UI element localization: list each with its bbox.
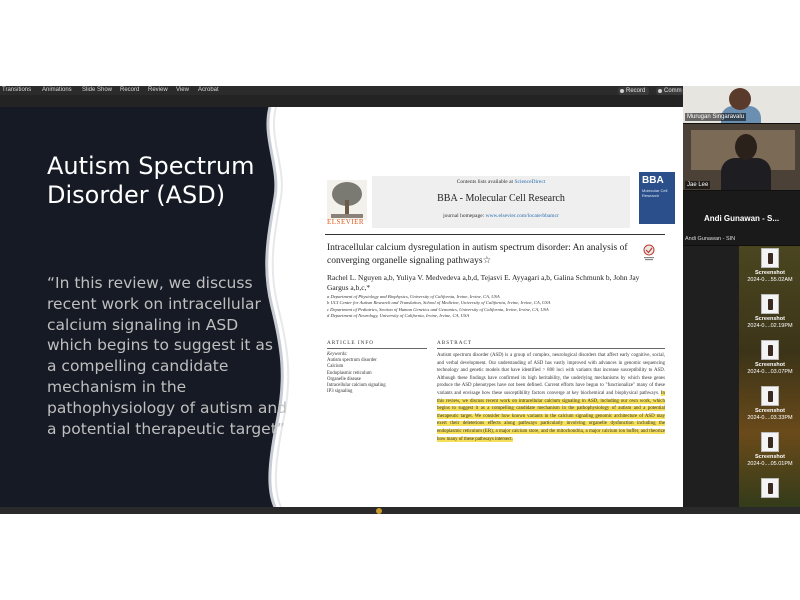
- abstract-plain: Autism spectrum disorder (ASD) is a group of complex, neurological disorders that affect early cognitive, social, and verbal development. Our understanding of ASD has vastly improved with advances in genomic sequencing technology and genetic models that have identified > 800 loci with variants that increase susceptibility to ASD. Although these findings have confirmed its high heritability, the underlying mechanisms by which these genes produce the ASD phenotypes have not been defined. Current efforts have begun to "functionalize" many of these variants and envisage how these susceptibility factors converge at key biochemical and biophysical pathways.: [437, 353, 665, 396]
- journal-cover: [639, 172, 675, 224]
- participant-figure: [721, 158, 771, 190]
- article-title-mark: ☆: [482, 255, 492, 266]
- bottle-icon: [768, 299, 773, 310]
- bottle-icon: [768, 253, 773, 264]
- keyword-item: Endoplasmic reticulum: [327, 370, 372, 376]
- slide-quote: “In this review, we discuss recent work on intracellular calcium signaling in ASD which begins to suggest it as a compelling candidate mechanism in the pathophysiology of autism and a potential therapeutic target”: [47, 274, 287, 438]
- tab-record[interactable]: Record: [120, 87, 140, 93]
- participant-head: [735, 134, 757, 160]
- journal-info-box: [372, 176, 630, 228]
- article-title: [327, 242, 633, 267]
- check-for-updates-icon[interactable]: [642, 244, 656, 262]
- status-bar: [0, 507, 800, 514]
- file-name: Screenshot: [755, 408, 785, 414]
- elsevier-wordmark: ELSEVIER: [327, 218, 365, 226]
- keyword-item: IP3 signaling: [327, 389, 353, 395]
- bottle-icon: [768, 437, 773, 448]
- desktop-file-screenshot[interactable]: [743, 340, 797, 386]
- tab-acrobat[interactable]: Acrobat: [198, 87, 219, 93]
- participant-video-jae[interactable]: [683, 124, 800, 190]
- keyword-item: Autism spectrum disorder: [327, 358, 377, 364]
- tab-slide-show[interactable]: Slide Show: [82, 87, 113, 93]
- tab-animations[interactable]: Animations: [42, 87, 72, 93]
- file-date: 2024-0....05.01PM: [747, 461, 793, 467]
- file-thumbnail-icon: [761, 248, 779, 268]
- file-thumbnail-icon: [761, 340, 779, 360]
- article-title-text: Intracellular calcium dysregulation in autism spectrum disorder: An analysis of converging organelle signaling pathways: [327, 243, 628, 266]
- affiliation-item: a Department of Physiology and Biophysics, University of California, Irvine, Irvine, CA, USA: [327, 294, 500, 299]
- file-date: 2024-0....03.33PM: [747, 415, 793, 421]
- record-button[interactable]: [618, 87, 649, 95]
- desktop-file-screenshot[interactable]: [743, 294, 797, 340]
- affiliation-item: b UCI Center for Autism Research and Translation, School of Medicine, University of California, Irvine, Irvine, CA, USA: [327, 300, 551, 306]
- tab-view[interactable]: View: [176, 87, 189, 93]
- screen-share-frame: [0, 86, 800, 514]
- participant-video-murugan[interactable]: [683, 86, 800, 123]
- comment-icon: [658, 89, 662, 93]
- file-date: 2024-0....55.02AM: [747, 277, 793, 283]
- record-button-label: Record: [626, 88, 646, 94]
- presentation-slide: [0, 107, 683, 507]
- contents-line: [372, 179, 630, 185]
- paper-excerpt: [325, 172, 668, 492]
- bottle-icon: [768, 391, 773, 402]
- file-date: 2024-0....02.19PM: [747, 323, 793, 329]
- article-info-heading: ARTICLE INFO: [327, 340, 427, 349]
- author-list: Rachel L. Nguyen a,b, Yuliya V. Medvedeva a,b,d, Tejasvi E. Ayyagari a,b, Galina Schmunk b, John Jay Gargus a,b,c,*: [327, 273, 640, 292]
- participant-video-andi[interactable]: [683, 191, 800, 245]
- powerpoint-ribbon: [0, 86, 800, 95]
- desktop-file-screenshot[interactable]: [743, 432, 797, 478]
- affiliation-list: [327, 294, 647, 320]
- file-name: Screenshot: [755, 454, 785, 460]
- contents-prefix: Contents lists available at: [456, 179, 515, 185]
- tab-review[interactable]: Review: [148, 87, 168, 93]
- tab-transitions[interactable]: Transitions: [2, 87, 32, 93]
- file-name: Screenshot: [755, 362, 785, 368]
- sciencedirect-link[interactable]: ScienceDirect: [514, 179, 546, 185]
- participant-head: [729, 88, 751, 110]
- journal-cover-subtitle: Molecular Cell Research: [642, 188, 668, 198]
- file-name: Screenshot: [755, 270, 785, 276]
- keyword-item: Intracellular calcium signaling: [327, 383, 386, 389]
- abstract-highlighted: In this review, we discuss recent work on intracellular calcium signaling in ASD, including our own work, which begins to suggest it as a compelling candidate mechanism in the pathophysiology of autism and a potential therapeutic target. We consider how known variants in the calcium signaling genomic architecture of ASD may exert their deleterious effects along pathways particularly involving organelle dysfunction including the endoplasmic reticulum (ER), a major calcium store, and the mitochondria, a major calcium ion buffer, and theorize how many of these pathways intersect.: [437, 390, 665, 442]
- participant-panel: [683, 86, 800, 246]
- journal-cover-title: BBA: [642, 175, 664, 186]
- journal-name: BBA - Molecular Cell Research: [437, 193, 565, 204]
- slide-title: Autism Spectrum Disorder (ASD): [47, 152, 255, 209]
- comments-button[interactable]: [656, 87, 683, 95]
- keywords-label: Keywords:: [327, 352, 348, 357]
- affiliation-item: d Department of Neurology, University of California, Irvine, Irvine, CA, USA: [327, 313, 470, 319]
- bottle-icon: [768, 483, 773, 494]
- homepage-prefix: journal homepage:: [443, 213, 486, 219]
- abstract-heading: ABSTRACT: [437, 340, 665, 349]
- keyword-item: Calcium: [327, 364, 344, 370]
- affiliation-item: c Department of Pediatrics, Section of Human Genetics and Genomics, University of California, Irvine, Irvine, CA, USA: [327, 306, 549, 312]
- file-name: Screenshot: [755, 316, 785, 322]
- file-thumbnail-icon: [761, 294, 779, 314]
- status-indicator-icon: [376, 508, 382, 514]
- keyword-item: Organelle disease: [327, 376, 361, 382]
- participant-name: Murugan Singaravalu: [687, 114, 745, 120]
- journal-header: [325, 172, 668, 230]
- desktop-file-screenshot[interactable]: [743, 248, 797, 294]
- abstract-text: [437, 352, 665, 443]
- desktop-file-screenshot[interactable]: [743, 386, 797, 432]
- participant-name: Jae Lee: [687, 182, 709, 188]
- file-thumbnail-icon: [761, 478, 779, 498]
- ribbon-toolbar: [0, 95, 800, 107]
- file-thumbnail-icon: [761, 432, 779, 452]
- comments-button-label: Comm: [664, 88, 682, 94]
- keyword-list: [327, 352, 427, 395]
- participant-display-name: Andi Gunawan - S...: [703, 214, 780, 223]
- file-date: 2024-0....03.07PM: [747, 369, 793, 375]
- participant-name: Andi Gunawan - SIN: [685, 236, 736, 242]
- record-icon: [620, 89, 624, 93]
- header-divider: [325, 234, 665, 235]
- file-thumbnail-icon: [761, 386, 779, 406]
- homepage-line: [372, 213, 630, 219]
- desktop-icons: [739, 246, 800, 514]
- homepage-link[interactable]: www.elsevier.com/locate/bbamcr: [485, 213, 559, 219]
- bottle-icon: [768, 345, 773, 356]
